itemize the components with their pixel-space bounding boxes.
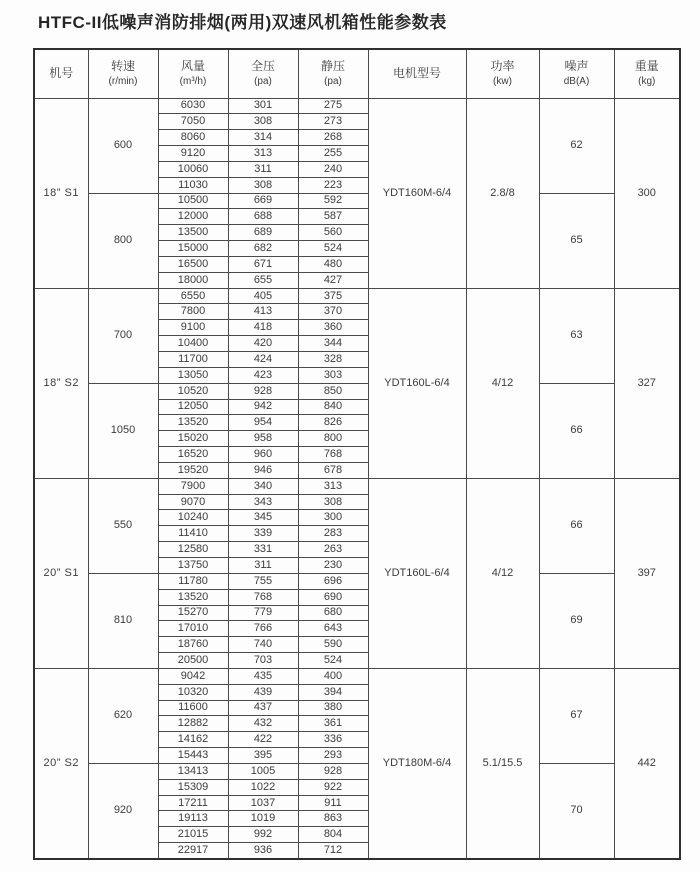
static-pressure-cell: 275: [298, 98, 368, 114]
flow-cell: 11410: [158, 526, 228, 542]
col-header-unit: (m³/h): [179, 76, 207, 88]
speed-cell: 810: [88, 573, 158, 668]
total-pressure-cell: 313: [228, 146, 298, 162]
motor-cell: YDT160L-6/4: [368, 478, 466, 668]
motor-cell: YDT180M-6/4: [368, 668, 466, 858]
static-pressure-cell: 911: [298, 795, 368, 811]
static-pressure-cell: 524: [298, 653, 368, 669]
weight-cell: 442: [614, 668, 680, 858]
total-pressure-cell: 689: [228, 225, 298, 241]
total-pressure-cell: 655: [228, 272, 298, 288]
flow-cell: 15020: [158, 431, 228, 447]
col-header-unit: (kg): [638, 76, 656, 88]
flow-cell: 8060: [158, 130, 228, 146]
total-pressure-cell: 331: [228, 542, 298, 558]
speed-cell: 600: [88, 98, 158, 193]
col-header-label: 电机型号: [392, 65, 441, 80]
flow-cell: 10320: [158, 684, 228, 700]
static-pressure-cell: 592: [298, 193, 368, 209]
total-pressure-cell: 779: [228, 605, 298, 621]
noise-cell: 70: [539, 763, 614, 858]
flow-cell: 17211: [158, 795, 228, 811]
total-pressure-cell: 669: [228, 193, 298, 209]
col-header-noise: [539, 49, 614, 98]
total-pressure-cell: 954: [228, 415, 298, 431]
total-pressure-cell: 1037: [228, 795, 298, 811]
static-pressure-cell: 678: [298, 462, 368, 478]
total-pressure-cell: 395: [228, 748, 298, 764]
flow-cell: 20500: [158, 653, 228, 669]
speed-cell: 800: [88, 193, 158, 288]
weight-cell: 300: [614, 98, 680, 288]
power-cell: 2.8/8: [466, 98, 539, 288]
total-pressure-cell: 301: [228, 98, 298, 114]
power-cell: 4/12: [466, 478, 539, 668]
flow-cell: 9120: [158, 146, 228, 162]
static-pressure-cell: 313: [298, 478, 368, 494]
col-header-unit: (pa): [324, 76, 342, 88]
total-pressure-cell: 311: [228, 557, 298, 573]
static-pressure-cell: 922: [298, 779, 368, 795]
static-pressure-cell: 800: [298, 431, 368, 447]
noise-cell: 69: [539, 573, 614, 668]
total-pressure-cell: 432: [228, 716, 298, 732]
col-header-motor: [368, 49, 466, 98]
static-pressure-cell: 590: [298, 637, 368, 653]
flow-cell: 16520: [158, 447, 228, 463]
flow-cell: 7050: [158, 114, 228, 130]
total-pressure-cell: 420: [228, 336, 298, 352]
flow-cell: 22917: [158, 843, 228, 859]
static-pressure-cell: 400: [298, 668, 368, 684]
total-pressure-cell: 1022: [228, 779, 298, 795]
flow-cell: 13750: [158, 557, 228, 573]
flow-cell: 10520: [158, 383, 228, 399]
speed-cell: 620: [88, 668, 158, 763]
speed-cell: 1050: [88, 383, 158, 478]
col-header-label: 静压: [320, 59, 345, 74]
total-pressure-cell: 936: [228, 843, 298, 859]
col-header-speed: [88, 49, 158, 98]
static-pressure-cell: 328: [298, 352, 368, 368]
motor-cell: YDT160L-6/4: [368, 288, 466, 478]
noise-cell: 67: [539, 668, 614, 763]
flow-cell: 14162: [158, 732, 228, 748]
flow-cell: 15000: [158, 241, 228, 257]
static-pressure-cell: 263: [298, 542, 368, 558]
static-pressure-cell: 560: [298, 225, 368, 241]
static-pressure-cell: 308: [298, 494, 368, 510]
flow-cell: 12580: [158, 542, 228, 558]
flow-cell: 6030: [158, 98, 228, 114]
flow-cell: 10500: [158, 193, 228, 209]
flow-cell: 10060: [158, 161, 228, 177]
noise-cell: 62: [539, 98, 614, 193]
total-pressure-cell: 1019: [228, 811, 298, 827]
total-pressure-cell: 766: [228, 621, 298, 637]
flow-cell: 13413: [158, 763, 228, 779]
power-cell: 4/12: [466, 288, 539, 478]
table-row: [34, 763, 680, 779]
col-header-label: 全压: [250, 59, 275, 74]
table-header: [34, 49, 680, 98]
flow-cell: 7900: [158, 478, 228, 494]
col-header-total-pressure: [228, 49, 298, 98]
static-pressure-cell: 360: [298, 320, 368, 336]
static-pressure-cell: 361: [298, 716, 368, 732]
col-header-static-pressure: [298, 49, 368, 98]
flow-cell: 15270: [158, 605, 228, 621]
noise-cell: 63: [539, 288, 614, 383]
static-pressure-cell: 380: [298, 700, 368, 716]
table-row: [34, 288, 680, 304]
page-title: HTFC-II低噪声消防排烟(两用)双速风机箱性能参数表: [38, 13, 447, 32]
col-header-unit: (pa): [254, 76, 272, 88]
col-header-machine: [34, 49, 88, 98]
machine-cell: 20” S2: [34, 668, 88, 858]
machine-cell: 18” S2: [34, 288, 88, 478]
static-pressure-cell: 680: [298, 605, 368, 621]
static-pressure-cell: 240: [298, 161, 368, 177]
static-pressure-cell: 768: [298, 447, 368, 463]
flow-cell: 9042: [158, 668, 228, 684]
total-pressure-cell: 755: [228, 573, 298, 589]
total-pressure-cell: 768: [228, 589, 298, 605]
static-pressure-cell: 928: [298, 763, 368, 779]
col-header-label: 重量: [634, 59, 659, 74]
flow-cell: 13520: [158, 589, 228, 605]
static-pressure-cell: 283: [298, 526, 368, 542]
total-pressure-cell: 345: [228, 510, 298, 526]
flow-cell: 13050: [158, 367, 228, 383]
total-pressure-cell: 418: [228, 320, 298, 336]
total-pressure-cell: 314: [228, 130, 298, 146]
static-pressure-cell: 643: [298, 621, 368, 637]
static-pressure-cell: 223: [298, 177, 368, 193]
static-pressure-cell: 370: [298, 304, 368, 320]
total-pressure-cell: 435: [228, 668, 298, 684]
total-pressure-cell: 439: [228, 684, 298, 700]
total-pressure-cell: 1005: [228, 763, 298, 779]
static-pressure-cell: 690: [298, 589, 368, 605]
flow-cell: 7800: [158, 304, 228, 320]
flow-cell: 11600: [158, 700, 228, 716]
flow-cell: 6550: [158, 288, 228, 304]
speed-cell: 700: [88, 288, 158, 383]
weight-cell: 397: [614, 478, 680, 668]
total-pressure-cell: 671: [228, 256, 298, 272]
static-pressure-cell: 804: [298, 827, 368, 843]
flow-cell: 19520: [158, 462, 228, 478]
table-row: [34, 193, 680, 209]
table-row: [34, 668, 680, 684]
flow-cell: 10240: [158, 510, 228, 526]
static-pressure-cell: 273: [298, 114, 368, 130]
total-pressure-cell: 339: [228, 526, 298, 542]
total-pressure-cell: 340: [228, 478, 298, 494]
performance-table: [33, 48, 681, 860]
total-pressure-cell: 740: [228, 637, 298, 653]
flow-cell: 13520: [158, 415, 228, 431]
static-pressure-cell: 300: [298, 510, 368, 526]
table-row: [34, 383, 680, 399]
total-pressure-cell: 413: [228, 304, 298, 320]
flow-cell: 11030: [158, 177, 228, 193]
total-pressure-cell: 405: [228, 288, 298, 304]
col-header-power: [466, 49, 539, 98]
flow-cell: 12882: [158, 716, 228, 732]
col-header-unit: dB(A): [563, 76, 590, 88]
total-pressure-cell: 308: [228, 114, 298, 130]
col-header-unit: (r/min): [108, 76, 138, 88]
total-pressure-cell: 958: [228, 431, 298, 447]
static-pressure-cell: 303: [298, 367, 368, 383]
total-pressure-cell: 960: [228, 447, 298, 463]
power-cell: 5.1/15.5: [466, 668, 539, 858]
col-header-weight: [614, 49, 680, 98]
static-pressure-cell: 524: [298, 241, 368, 257]
flow-cell: 12000: [158, 209, 228, 225]
static-pressure-cell: 826: [298, 415, 368, 431]
total-pressure-cell: 703: [228, 653, 298, 669]
motor-cell: YDT160M-6/4: [368, 98, 466, 288]
col-header-unit: (kw): [493, 76, 512, 88]
table-row: [34, 98, 680, 114]
machine-cell: 18” S1: [34, 98, 88, 288]
total-pressure-cell: 942: [228, 399, 298, 415]
total-pressure-cell: 682: [228, 241, 298, 257]
flow-cell: 11700: [158, 352, 228, 368]
header-row: [34, 49, 680, 98]
speed-cell: 920: [88, 763, 158, 858]
total-pressure-cell: 928: [228, 383, 298, 399]
static-pressure-cell: 712: [298, 843, 368, 859]
col-header-flow: [158, 49, 228, 98]
noise-cell: 66: [539, 383, 614, 478]
flow-cell: 11780: [158, 573, 228, 589]
machine-cell: 20” S1: [34, 478, 88, 668]
flow-cell: 18000: [158, 272, 228, 288]
col-header-label: 功率: [490, 59, 515, 74]
flow-cell: 19113: [158, 811, 228, 827]
static-pressure-cell: 840: [298, 399, 368, 415]
col-header-label: 噪声: [564, 59, 589, 74]
noise-cell: 66: [539, 478, 614, 573]
total-pressure-cell: 311: [228, 161, 298, 177]
total-pressure-cell: 424: [228, 352, 298, 368]
static-pressure-cell: 427: [298, 272, 368, 288]
static-pressure-cell: 255: [298, 146, 368, 162]
static-pressure-cell: 293: [298, 748, 368, 764]
total-pressure-cell: 946: [228, 462, 298, 478]
total-pressure-cell: 437: [228, 700, 298, 716]
static-pressure-cell: 863: [298, 811, 368, 827]
table-body: [34, 98, 680, 859]
total-pressure-cell: 343: [228, 494, 298, 510]
col-header-label: 风量: [180, 59, 205, 74]
total-pressure-cell: 423: [228, 367, 298, 383]
weight-cell: 327: [614, 288, 680, 478]
flow-cell: 15309: [158, 779, 228, 795]
total-pressure-cell: 308: [228, 177, 298, 193]
flow-cell: 10400: [158, 336, 228, 352]
static-pressure-cell: 230: [298, 557, 368, 573]
flow-cell: 17010: [158, 621, 228, 637]
speed-cell: 550: [88, 478, 158, 573]
flow-cell: 9070: [158, 494, 228, 510]
flow-cell: 15443: [158, 748, 228, 764]
static-pressure-cell: 696: [298, 573, 368, 589]
flow-cell: 21015: [158, 827, 228, 843]
table-row: [34, 573, 680, 589]
total-pressure-cell: 992: [228, 827, 298, 843]
static-pressure-cell: 375: [298, 288, 368, 304]
total-pressure-cell: 688: [228, 209, 298, 225]
noise-cell: 65: [539, 193, 614, 288]
static-pressure-cell: 268: [298, 130, 368, 146]
flow-cell: 16500: [158, 256, 228, 272]
col-header-label: 转速: [110, 59, 135, 74]
static-pressure-cell: 394: [298, 684, 368, 700]
table-row: [34, 478, 680, 494]
static-pressure-cell: 587: [298, 209, 368, 225]
static-pressure-cell: 480: [298, 256, 368, 272]
flow-cell: 12050: [158, 399, 228, 415]
flow-cell: 13500: [158, 225, 228, 241]
flow-cell: 9100: [158, 320, 228, 336]
static-pressure-cell: 344: [298, 336, 368, 352]
col-header-label: 机号: [49, 65, 74, 80]
total-pressure-cell: 422: [228, 732, 298, 748]
static-pressure-cell: 336: [298, 732, 368, 748]
static-pressure-cell: 850: [298, 383, 368, 399]
flow-cell: 18760: [158, 637, 228, 653]
